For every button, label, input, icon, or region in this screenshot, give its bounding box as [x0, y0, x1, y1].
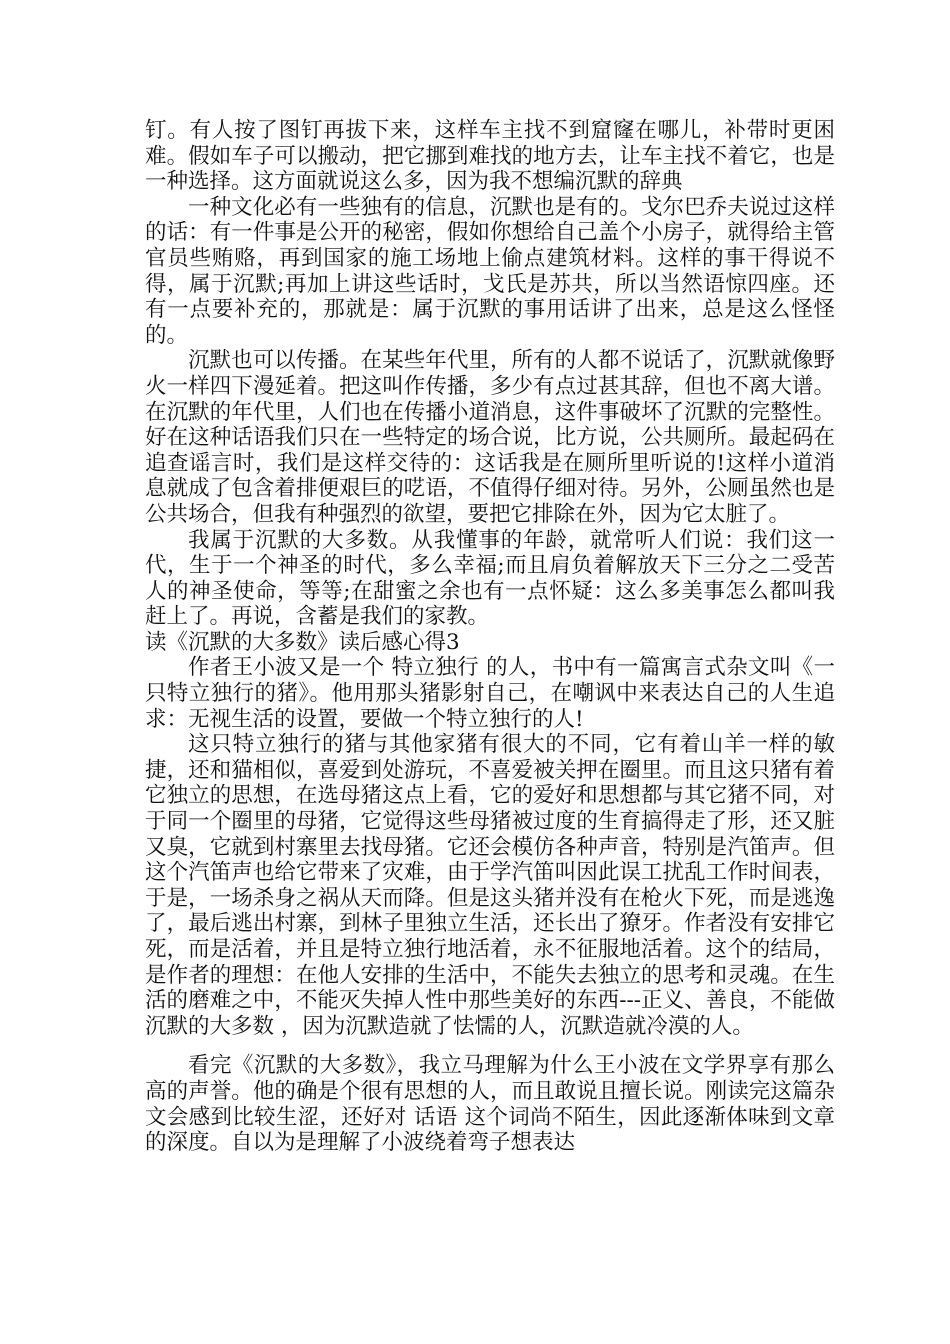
document-page	[145, 118, 835, 1156]
paragraph-1: 钉。有人按了图钉再拔下来，这样车主找不到窟窿在哪儿，补带时更困难。假如车子可以搬动，把它挪到难找的地方去，让车主找不着它，也是一种选择。这方面就说这么多，因为我不想编沉默的辞典	[145, 118, 835, 195]
paragraph-3: 沉默也可以传播。在某些年代里，所有的人都不说话了，沉默就像野火一样四下漫延着。把这叫作传播，多少有点过甚其辞，但也不离大谱。在沉默的年代里，人们也在传播小道消息，这件事破坏了沉默的完整性。好在这种话语我们只在一些特定的场合说，比方说，公共厕所。最起码在追查谣言时，我们是这样交待的：这话我是在厕所里听说的!这样小道消息就成了包含着排便艰巨的呓语，不值得仔细对待。另外，公厕虽然也是公共场合，但我有种强烈的欲望，要把它排除在外，因为它太脏了。	[145, 348, 835, 527]
section-heading: 读《沉默的大多数》读后感心得3	[145, 629, 460, 655]
paragraph-5: 作者王小波又是一个 特立独行 的人，书中有一篇寓言式杂文叫《一只特立独行的猪》。他用那头猪影射自己，在嘲讽中来表达自己的人生追求：无视生活的设置，要做一个特立独行的人!	[145, 655, 835, 732]
paragraph-4: 我属于沉默的大多数。从我懂事的年龄，就常听人们说：我们这一代，生于一个神圣的时代，多么幸福;而且肩负着解放天下三分之二受苦人的神圣使命，等等;在甜蜜之余也有一点怀疑：这么多美事怎么都叫我赶上了。再说，含蓄是我们的家教。	[145, 527, 835, 630]
paragraph-7: 看完《沉默的大多数》，我立马理解为什么王小波在文学界享有那么高的声誉。他的确是个很有思想的人，而且敢说且擅长说。刚读完这篇杂文会感到比较生涩，还好对 话语 这个词尚不陌生，因此逐渐体味到文章的深度。自以为是理解了小波绕着弯子想表达	[145, 1053, 835, 1156]
paragraph-6: 这只特立独行的猪与其他家猪有很大的不同，它有着山羊一样的敏捷，还和猫相似，喜爱到处游玩，不喜爱被关押在圈里。而且这只猪有着它独立的思想，在选母猪这点上看，它的爱好和思想都与其它猪不同，对于同一个圈里的母猪，它觉得这些母猪被过度的生育搞得走了形，还又脏又臭，它就到村寨里去找母猪。它还会模仿各种声音，特别是汽笛声。但这个汽笛声也给它带来了灾难，由于学汽笛叫因此误工扰乱工作时间表，于是，一场杀身之祸从天而降。但是这头猪并没有在枪火下死，而是逃逸了，最后逃出村寨，到林子里独立生活，还长出了獠牙。作者没有安排它死，而是活着，并且是特立独行地活着，永不征服地活着。这个的结局，是作者的理想：在他人安排的生活中，不能失去独立的思考和灵魂。在生活的磨难之中，不能灭失掉人性中那些美好的东西---正义、善良，不能做 沉默的大多数 ，因为沉默造就了怯懦的人，沉默造就冷漠的人。	[145, 732, 835, 1039]
paragraph-2: 一种文化必有一些独有的信息，沉默也是有的。戈尔巴乔夫说过这样的话：有一件事是公开的秘密，假如你想给自己盖个小房子，就得给主管官员些贿赂，再到国家的施工场地上偷点建筑材料。这样的事干得说不得，属于沉默;再加上讲这些话时，戈氏是苏共，所以当然语惊四座。还有一点要补充的，那就是：属于沉默的事用话讲了出来，总是这么怪怪的。	[145, 194, 835, 348]
